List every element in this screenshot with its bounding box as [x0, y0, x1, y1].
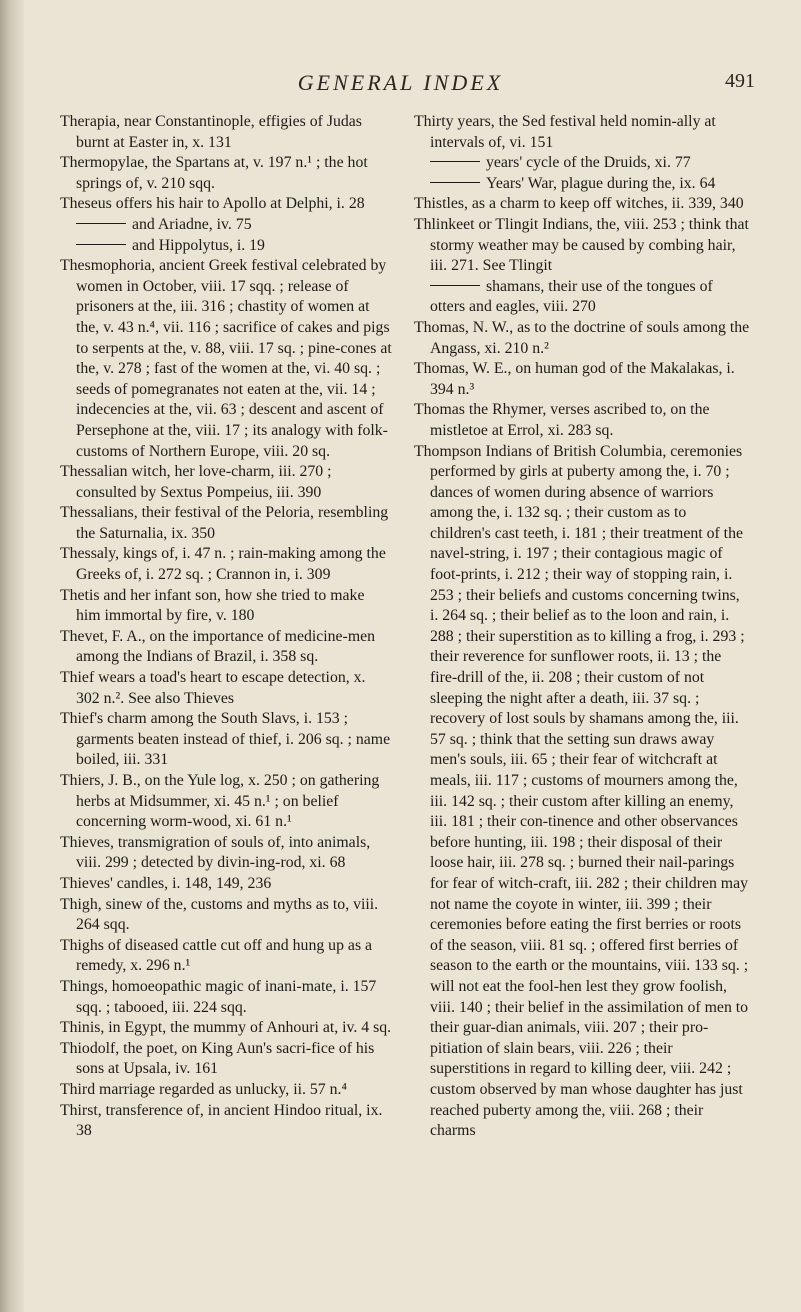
- index-entry-text: Thirty years, the Sed festival held nomin-ally at intervals of, vi. 151: [414, 113, 716, 151]
- index-entry: [60, 874, 392, 895]
- index-entry-text: Thermopylae, the Spartans at, v. 197 n.¹ ; the hot springs of, v. 210 sqq.: [60, 154, 368, 192]
- index-entry-text: Thetis and her infant son, how she tried to make him immortal by fire, v. 180: [60, 586, 365, 625]
- index-entry-text: Thomas, W. E., on human god of the Makalakas, i. 394 n.³: [414, 360, 735, 398]
- index-entry-text: Thieves, transmigration of souls of, into animals, viii. 299 ; detected by divin-ing-rod, xi. 68: [60, 833, 371, 872]
- index-entry-text: and Ariadne, iv. 75: [132, 215, 252, 233]
- index-entry-text: Thinis, in Egypt, the mummy of Anhouri at, iv. 4 sq.: [60, 1019, 392, 1037]
- index-entry-text: Thessalians, their festival of the Peloria, resembling the Saturnalia, ix. 350: [60, 504, 389, 542]
- index-entry: [60, 627, 392, 668]
- index-entry-text: Thompson Indians of British Columbia, ceremonies performed by girls at puberty among the, i. 70 ; dances of women during absence of warriors among the, i. 132 sq. ; their custom as to children's cast teeth, i. 181 ; their treatment of the navel-string, i. 197 ; their contagious magic of foot-prints, i. 212 ; their way of stopping rain, i. 253 ; their beliefs and customs concerning twins, i. 264 sq. ; their belief as to the loon and rain, i. 288 ; their superstition as to killing a frog, i. 293 ; their reverence for sunflower roots, ii. 13 ; the fire-drill of the, ii. 208 ; their custom of not sleeping the night after a death, iii. 37 sq. ; recovery of lost souls by shamans among the, iii. 57 sq. ; think that the setting sun draws away men's souls, iii. 65 ; their fear of witchcraft at meals, iii. 117 ; customs of mourners among the, iii. 142 sq. ; their custom after killing an enemy, iii. 181 ; their con-tinence and other observances before hunting, iii. 198 ; their disposal of their loose hair, iii. 278 sq. ; burned their nail-parings for fear of witch-craft, iii. 282 ; their children may not name the coyote in winter, iii. 399 ; their ceremonies before eating the first berries or roots of the season, viii. 81 sq. ; offered first berries of season to the earth or the mountains, viii. 133 sq. ; will not eat the fool-hen lest they grow foolish, viii. 140 ; their belief in the assimilation of men to their guar-dian animals, viii. 207 ; their pro-pitiation of slain bears, viii. 226 ; their superstitions in regard to killing deer, viii. 242 ; custom observed by man whose daughter has just reached puberty among the, viii. 268 ; their charms: [414, 442, 749, 1140]
- left-column: [60, 112, 392, 1142]
- index-entry: [60, 1080, 392, 1101]
- index-entry: [60, 1039, 392, 1080]
- index-entry-text: shamans, their use of the tongues of otters and eagles, viii. 270: [430, 277, 713, 316]
- index-entry-text: Thessaly, kings of, i. 47 n. ; rain-making among the Greeks of, i. 272 sq. ; Crannon in, i. 309: [60, 545, 386, 584]
- index-entry-text: Thlinkeet or Tlingit Indians, the, viii. 253 ; think that stormy weather may be caused by combing hair, iii. 271. See Tlingit: [414, 215, 749, 275]
- index-entry: [414, 442, 750, 1142]
- repeat-heading-dash: [76, 223, 126, 224]
- index-entry-text: and Hippolytus, i. 19: [132, 236, 265, 254]
- index-entry-text: Theseus offers his hair to Apollo at Delphi, i. 28: [60, 195, 365, 213]
- index-entry: [60, 833, 392, 874]
- repeat-heading-dash: [430, 182, 480, 183]
- index-entry-text: Therapia, near Constantinople, effigies of Judas burnt at Easter in, x. 131: [60, 113, 362, 151]
- index-entry-text: Thigh, sinew of the, customs and myths as to, viii. 264 sqq.: [60, 895, 379, 934]
- index-entry-text: Thesmophoria, ancient Greek festival celebrated by women in October, viii. 17 sqq. ; release of prisoners at the, iii. 316 ; chastity of women at the, v. 43 n.⁴, vii. 116 ; sacrifice of cakes and pigs to serpents at the, v. 88, viii. 17 sq. ; pine-cones at the, v. 278 ; fast of the women at the, vi. 40 sq. ; seeds of pomegranates not eaten at the, vii. 14 ; indecencies at the, vii. 63 ; descent and ascent of Persephone at the, viii. 17 ; its analogy with folk-customs of Northern Europe, viii. 20 sq.: [60, 257, 392, 460]
- index-entry: [60, 215, 392, 236]
- right-column: [414, 112, 750, 1142]
- page-number: 491: [725, 70, 755, 92]
- index-entry: [60, 194, 392, 215]
- index-entry-text: years' cycle of the Druids, xi. 77: [486, 154, 691, 172]
- index-entry: [414, 112, 750, 153]
- index-entry: [60, 544, 392, 585]
- index-entry-text: Thiodolf, the poet, on King Aun's sacri-fice of his sons at Upsala, iv. 161: [60, 1039, 375, 1078]
- index-entry: [60, 586, 392, 627]
- index-entry: [60, 895, 392, 936]
- index-entry-text: Things, homoeopathic magic of inani-mate, i. 157 sqq. ; tabooed, iii. 224 sqq.: [60, 977, 377, 1016]
- index-entry: [60, 503, 392, 544]
- index-entry: [414, 153, 750, 174]
- index-entry-text: Thomas, N. W., as to the doctrine of souls among the Angass, xi. 210 n.²: [414, 318, 750, 357]
- index-entry: [60, 153, 392, 194]
- index-entry-text: Thessalian witch, her love-charm, iii. 270 ; consulted by Sextus Pompeius, iii. 390: [60, 463, 332, 501]
- index-entry: [414, 400, 750, 441]
- index-entry: [414, 277, 750, 318]
- repeat-heading-dash: [430, 285, 480, 286]
- index-entry-text: Thevet, F. A., on the importance of medicine-men among the Indians of Brazil, i. 358 sq.: [60, 627, 376, 666]
- index-entry: [414, 359, 750, 400]
- index-entry: [414, 318, 750, 359]
- index-entry: [60, 236, 392, 257]
- index-entry: [414, 194, 750, 215]
- index-entry: [60, 1101, 392, 1142]
- index-entry: [414, 215, 750, 277]
- index-entry: [60, 709, 392, 771]
- index-entry: [60, 936, 392, 977]
- index-entry-text: Years' War, plague during the, ix. 64: [486, 174, 716, 192]
- book-spine-shadow: [0, 0, 24, 1312]
- repeat-heading-dash: [430, 161, 480, 162]
- index-entry-text: Thistles, as a charm to keep off witches, ii. 339, 340: [414, 195, 744, 213]
- index-entry-text: Thirst, transference of, in ancient Hindoo ritual, ix. 38: [60, 1101, 383, 1140]
- index-entry: [60, 1018, 392, 1039]
- index-entry: [60, 977, 392, 1018]
- index-entry-text: Thief's charm among the South Slavs, i. 153 ; garments beaten instead of thief, i. 206 sq. ; name boiled, iii. 331: [60, 710, 391, 769]
- index-entry: [60, 256, 392, 462]
- running-title: GENERAL INDEX: [297, 70, 504, 95]
- index-entry: [60, 771, 392, 833]
- index-entry: [414, 174, 750, 195]
- repeat-heading-dash: [76, 244, 126, 245]
- index-entry-text: Thief wears a toad's heart to escape detection, x. 302 n.². See also Thieves: [60, 669, 366, 707]
- index-entry-text: Thighs of diseased cattle cut off and hung up as a remedy, x. 296 n.¹: [60, 936, 373, 975]
- index-entry: [60, 462, 392, 503]
- index-entry-text: Thieves' candles, i. 148, 149, 236: [60, 874, 272, 892]
- index-entry-text: Thiers, J. B., on the Yule log, x. 250 ; on gathering herbs at Midsummer, xi. 45 n.¹ ; on belief concerning worm-wood, xi. 61 n.¹: [60, 772, 380, 831]
- index-entry: [60, 668, 392, 709]
- index-entry-text: Third marriage regarded as unlucky, ii. 57 n.⁴: [60, 1080, 347, 1098]
- index-entry-text: Thomas the Rhymer, verses ascribed to, on the mistletoe at Errol, xi. 283 sq.: [414, 401, 710, 439]
- index-entry: [60, 112, 392, 153]
